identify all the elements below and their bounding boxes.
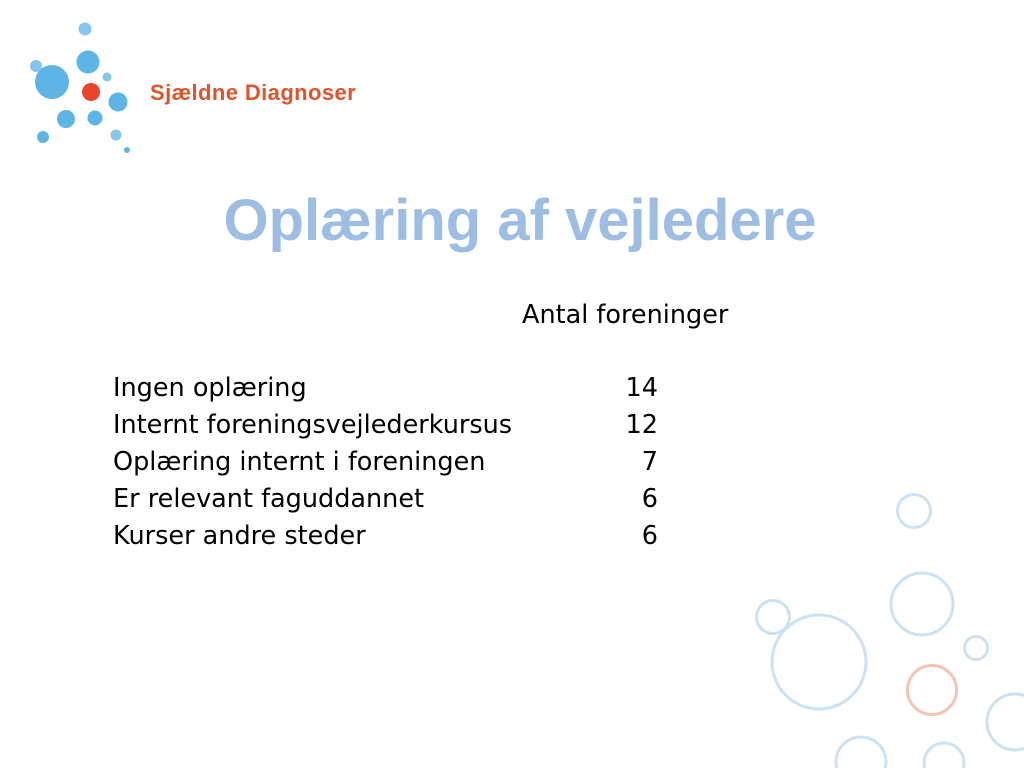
table-row [113,444,658,481]
logo-dot [109,93,128,112]
logo-dot [79,23,92,36]
column-header: Antal foreninger [522,300,729,330]
decorative-bubble [965,637,988,660]
logo-dot-red [82,83,100,101]
decorative-bubble [836,737,886,768]
logo-dot [124,147,130,153]
slide-title: Oplæring af vejledere [223,188,817,253]
row-count: 14 [625,373,658,403]
logo-dot [77,51,100,74]
decorative-bubble [891,573,953,635]
row-label: Kurser andre steder [113,521,366,551]
decorative-bubble [924,743,964,768]
logo-dot [57,110,75,128]
logo-mark [0,0,140,160]
table-row [113,518,658,555]
row-count: 6 [641,521,658,551]
row-count: 12 [625,410,658,440]
logo-dot [111,130,122,141]
logo-dot [103,73,112,82]
logo-dot [37,131,49,143]
row-label: Er relevant faguddannet [113,484,425,514]
logo-wordmark: Sjældne Diagnoser [150,80,357,105]
decorative-bubble [772,615,866,709]
row-label: Internt foreningsvejlederkursus [113,410,513,440]
data-table [113,370,658,555]
row-label: Oplæring internt i foreningen [113,447,486,477]
table-row [113,481,658,518]
row-count: 6 [641,484,658,514]
row-label: Ingen oplæring [113,373,307,403]
decorative-bubble [898,495,931,528]
row-count: 7 [641,447,658,477]
logo-dot [88,111,103,126]
decorative-bubble-salmon [908,666,957,715]
logo-dot [35,65,69,99]
table-row [113,407,658,444]
table-row [113,370,658,407]
decorative-bubble [757,601,790,634]
decorative-bubble [987,694,1024,750]
